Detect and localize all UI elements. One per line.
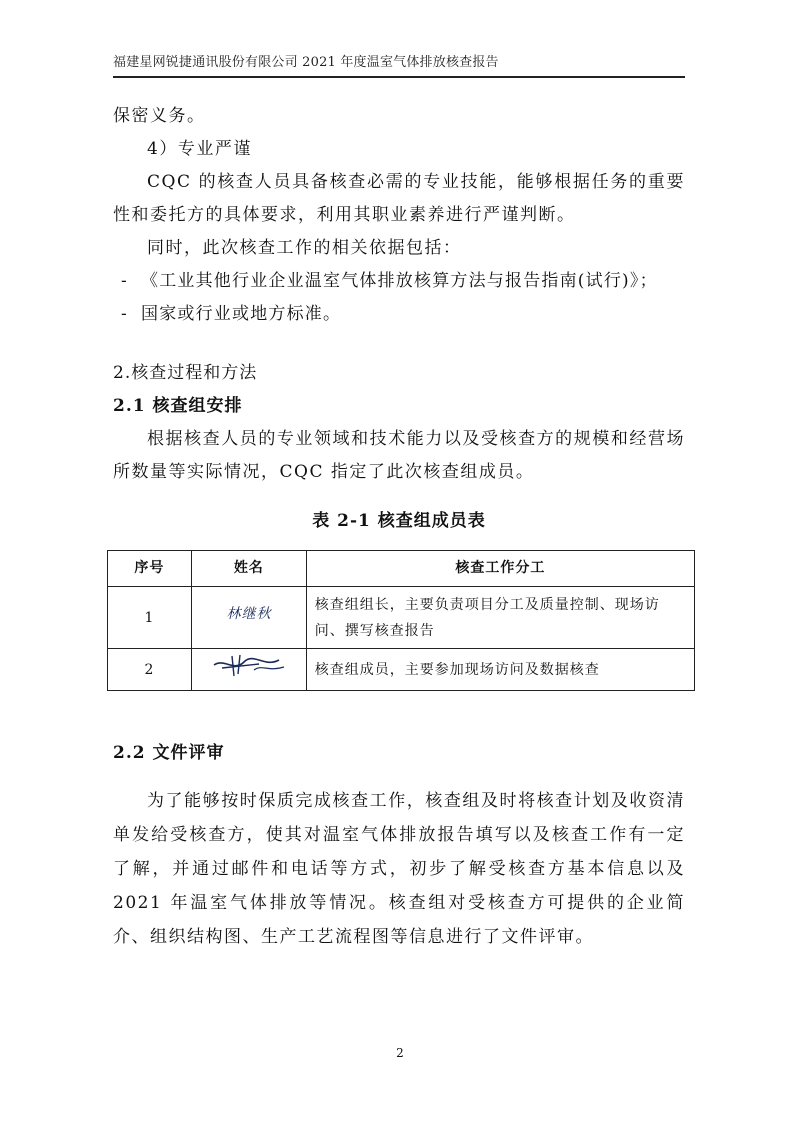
paragraph-rigor: CQC 的核查人员具备核查必需的专业技能，能够根据任务的重要性和委托方的具体要求，利用其职业素养进行严谨判断。: [113, 172, 685, 225]
list-item: [113, 298, 685, 331]
header-rule: [113, 76, 685, 78]
list-dash: -: [121, 271, 128, 291]
row-no: 1: [108, 587, 192, 649]
paragraph-confidentiality: 保密义务。: [113, 106, 206, 126]
header-duty: 核查工作分工: [306, 551, 694, 587]
list-item-text: 《工业其他行业企业温室气体排放核算方法与报告指南(试行)》；: [141, 271, 658, 291]
page-header: 福建星网锐捷通讯股份有限公司 2021 年度温室气体排放核查报告: [113, 55, 499, 70]
list-dash: -: [121, 304, 128, 324]
section-2-1-title: 2.1 核查组安排: [113, 396, 243, 416]
header-no: 序号: [108, 551, 192, 587]
paragraph-basis-intro: 同时，此次核查工作的相关依据包括：: [147, 238, 462, 258]
team-table: [107, 550, 695, 691]
row-duty: 核查组组长，主要负责项目分工及质量控制、现场访问、撰写核查报告: [306, 587, 694, 649]
header-name: 姓名: [191, 551, 306, 587]
table-row: [108, 587, 695, 649]
signature-text: 林继秋: [226, 606, 272, 622]
section-2-title: 2.核查过程和方法: [113, 363, 258, 383]
row-no: 2: [108, 649, 192, 691]
page-number: 2: [396, 1046, 404, 1060]
table-header-row: [108, 551, 695, 587]
signature-2: [191, 649, 306, 691]
document-body: [113, 100, 685, 954]
table-caption: 表 2-1 核查组成员表: [312, 511, 486, 531]
list-item-text: 国家或行业或地方标准。: [141, 304, 342, 324]
signature-1: [191, 587, 306, 649]
signature-image: [209, 598, 289, 628]
paragraph-heading-rigor: 4）专业严谨: [147, 139, 252, 159]
section-2-2-title: 2.2 文件评审: [113, 743, 225, 763]
list-item: [113, 265, 685, 298]
section-2-2-text: 为了能够按时保质完成核查工作，核查组及时将核查计划及收资清单发给受核查方，使其对温室气体排放报告填写以及核查工作有一定了解，并通过邮件和电话等方式，初步了解受核查方基本信息以及 2021 年温室气体排放等情况。核查组对受核查方可提供的企业简介、组织结构图、生产工艺流程图等信息进行了文件评审。: [113, 791, 685, 947]
table-row: [108, 649, 695, 691]
row-duty: 核查组成员，主要参加现场访问及数据核查: [306, 649, 694, 691]
section-2-1-text: 根据核查人员的专业领域和技术能力以及受核查方的规模和经营场所数量等实际情况，CQC 指定了此次核查组成员。: [113, 429, 685, 482]
signature-scribble-icon: [204, 650, 294, 680]
